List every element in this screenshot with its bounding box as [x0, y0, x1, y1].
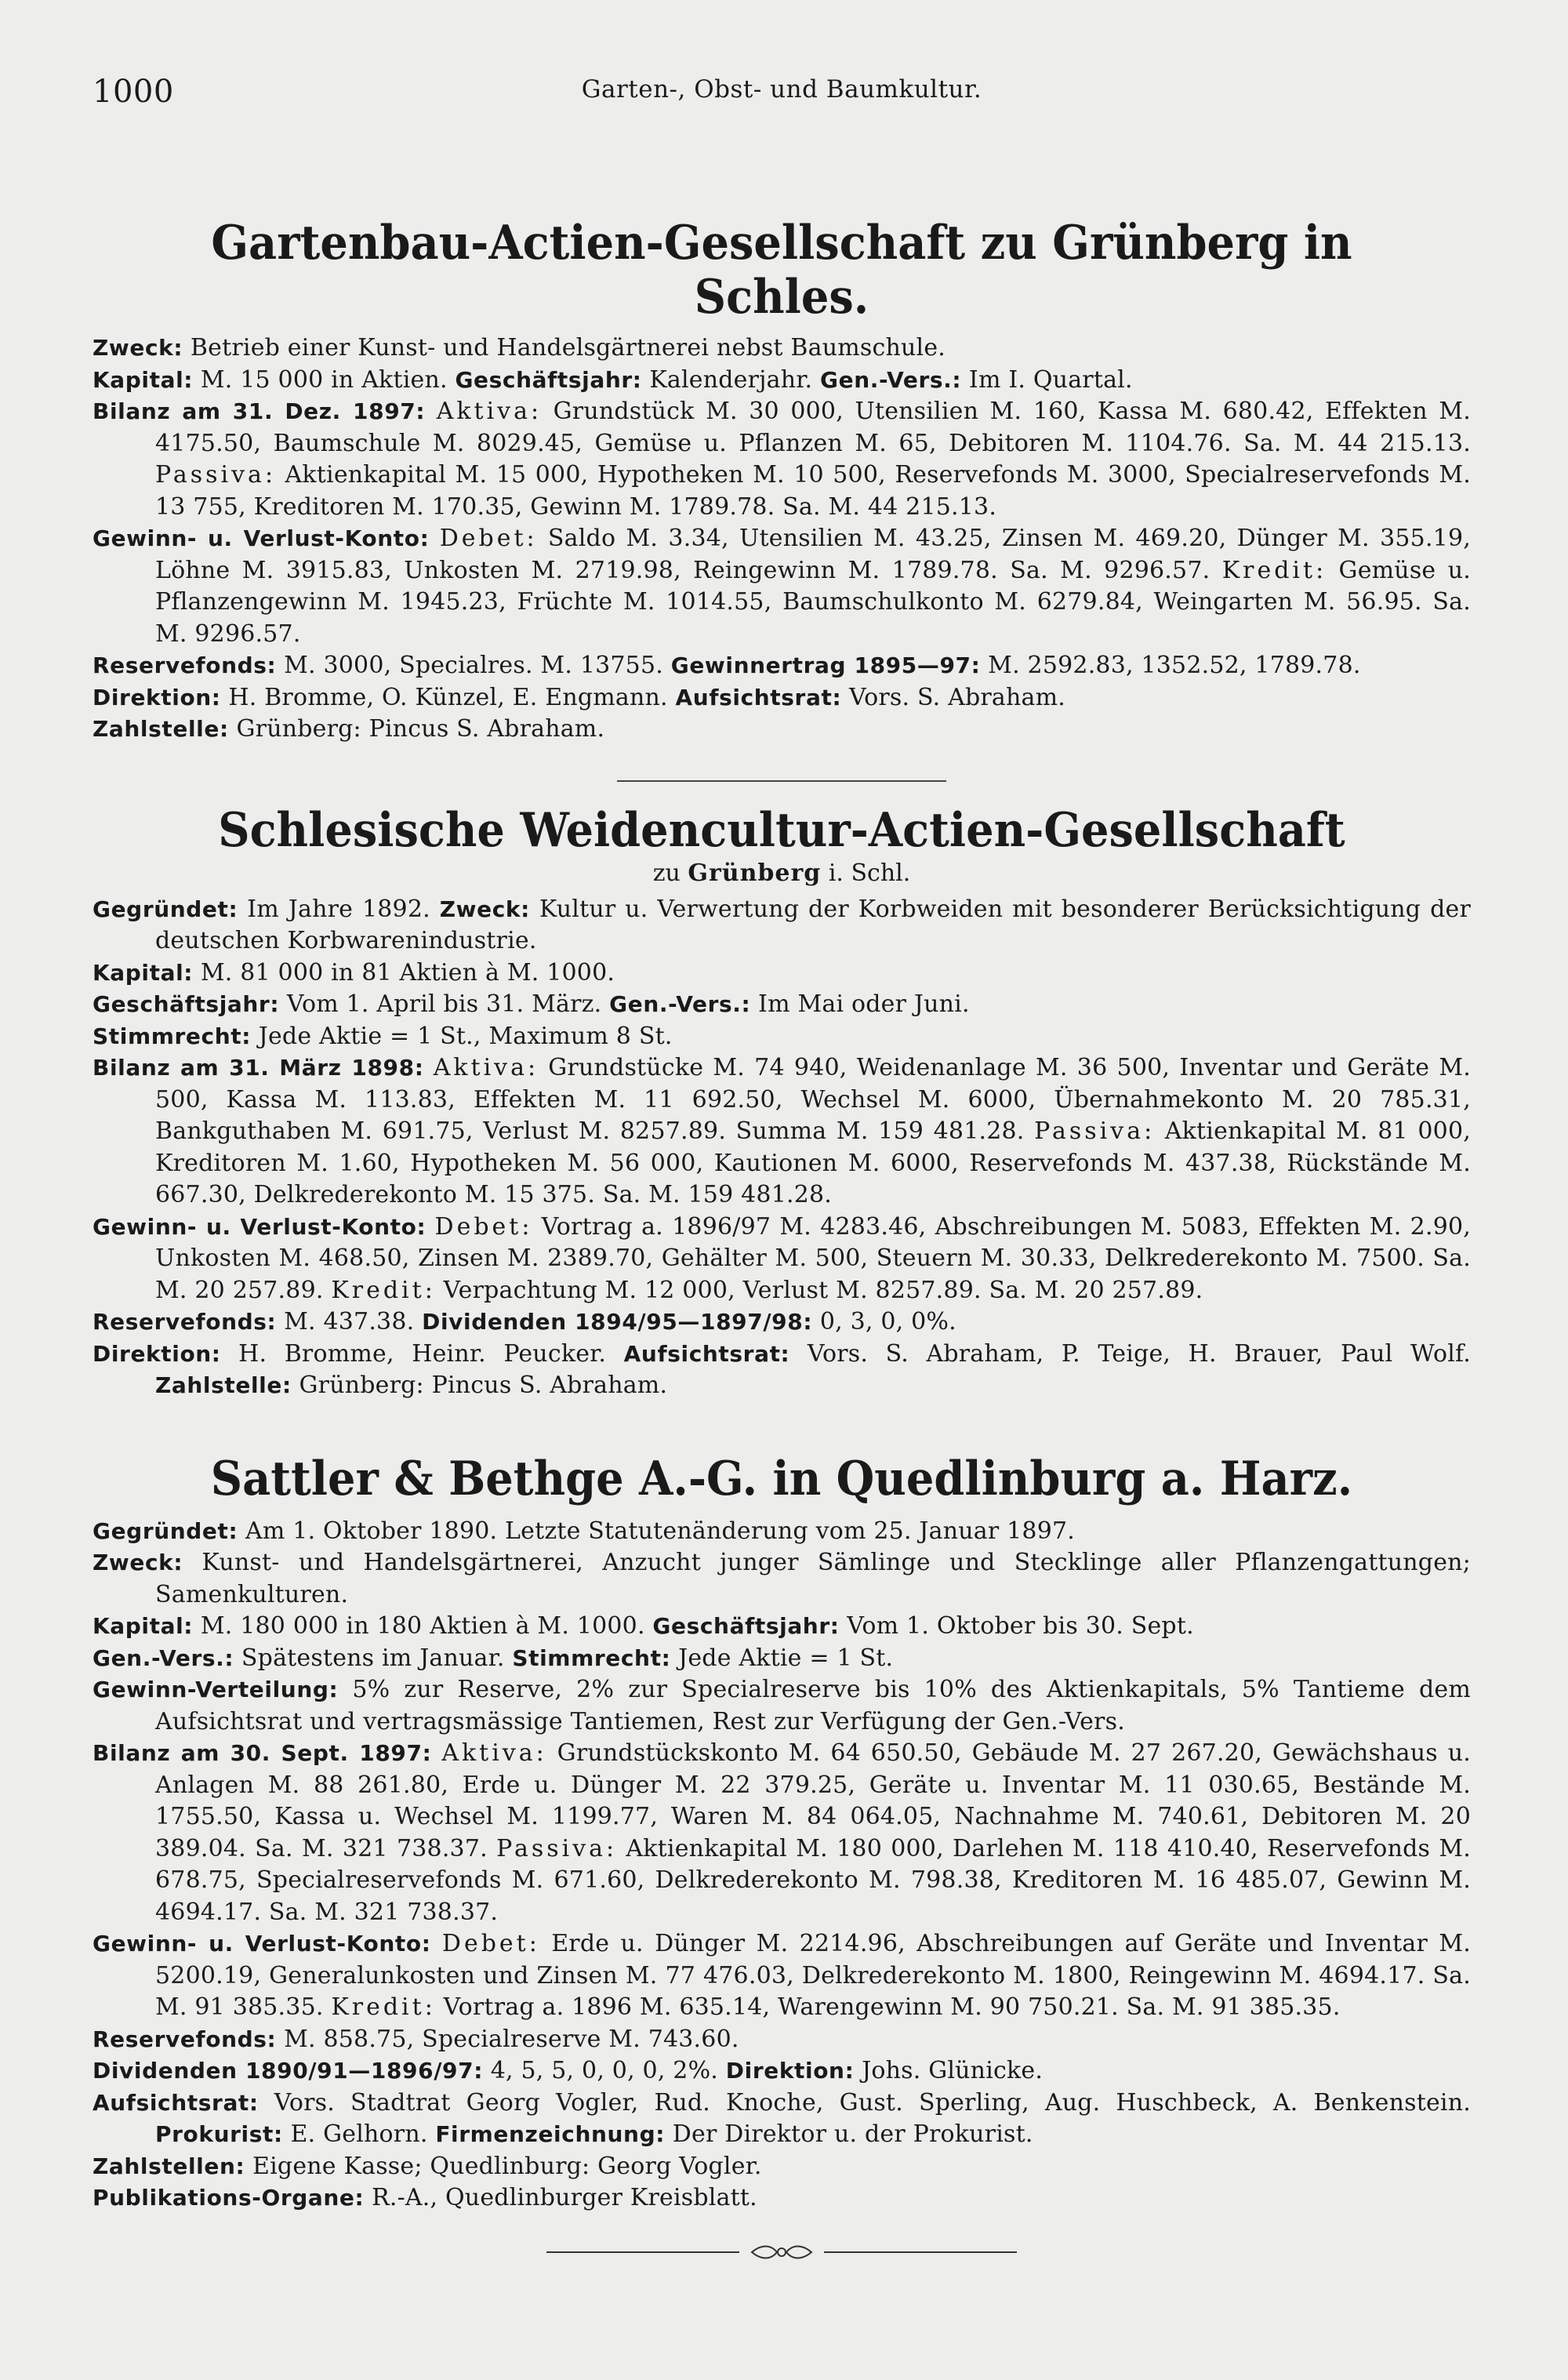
stimmrecht-line: Stimmrecht: Jede Aktie = 1 St., Maximum 8 St. [93, 1022, 673, 1050]
company-title: Schlesische Weidencultur-Actien-Gesellschaft [218, 802, 1345, 858]
gewinnverteilung-paragraph: Gewinn-Verteilung: 5% zur Reserve, 2% zur Specialreserve bis 10% des Aktienkapitals, 5% Tantieme dem Aufsichtsrat und vertragsmässige Tantiemen, Rest zur Verfügung der Gen.-Vers. [93, 1676, 1471, 1735]
company-entry-sattler-bethge [93, 1452, 1471, 2215]
zahlstellen-line: Zahlstellen: Eigene Kasse; Quedlinburg: Georg Vogler. [93, 2152, 762, 2180]
bilanz-paragraph: Bilanz am 30. Sept. 1897: Aktiva: Grundstückskonto M. 64 650.50, Gebäude M. 27 267.20, Gewächshaus u. Anlagen M. 88 261.80, Erde u. Dünger M. 22 379.25, Geräte u. Inventar M. 11 030.65, Bestände M. 1755.50, Kassa u. Wechsel M. 1199.77, Waren M. 84 064.05, Nachnahme M. 740.61, Debitoren M. 20 389.04. Sa. M. 321 738.37. Passiva: Aktienkapital M. 180 000, Darlehen M. 118 410.40, Reservefonds M. 678.75, Specialreservefonds M. 671.60, Delkrederekonto M. 798.38, Kreditoren M. 16 485.07, Gewinn M. 4694.17. Sa. M. 321 738.37. [93, 1739, 1471, 1926]
geschaeftsjahr-line: Geschäftsjahr: Vom 1. April bis 31. März. Gen.-Vers.: Im Mai oder Juni. [93, 990, 970, 1018]
guv-paragraph: Gewinn- u. Verlust-Konto: Debet: Erde u. Dünger M. 2214.96, Abschreibungen auf Geräte und Inventar M. 5200.19, Generalunkosten und Zinsen M. 77 476.03, Delkrederekonto M. 1800, Reingewinn M. 4694.17. Sa. M. 91 385.35. Kredit: Vortrag a. 1896 M. 635.14, Warengewinn M. 90 750.21. Sa. M. 91 385.35. [93, 1930, 1471, 2021]
ornament-line-right [824, 2251, 1017, 2253]
zahlstelle-line: Zahlstelle: Grünberg: Pincus S. Abraham. [93, 715, 605, 743]
bilanz-paragraph: Bilanz am 31. März 1898: Aktiva: Grundstücke M. 74 940, Weidenanlage M. 36 500, Inventar und Geräte M. 500, Kassa M. 113.83, Effekten M. 11 692.50, Wechsel M. 6000, Übernahmekonto M. 20 785.31, Bankguthaben M. 691.75, Verlust M. 8257.89. Summa M. 159 481.28. Passiva: Aktienkapital M. 81 000, Kreditoren M. 1.60, Hypotheken M. 56 000, Kautionen M. 6000, Reservefonds M. 437.38, Rückstände M. 667.30, Delkrederekonto M. 15 375. Sa. M. 159 481.28. [93, 1054, 1471, 1208]
aufsichtsrat-paragraph: Aufsichtsrat: Vors. Stadtrat Georg Vogler, Rud. Knoche, Gust. Sperling, Aug. Huschbeck, A. Benkenstein. Prokurist: E. Gelhorn. Firmenzeichnung: Der Direktor u. der Prokurist. [93, 2088, 1471, 2148]
direktion-paragraph: Direktion: H. Bromme, Heinr. Peucker. Aufsichtsrat: Vors. S. Abraham, P. Teige, H. Brauer, Paul Wolf. Zahlstelle: Grünberg: Pincus S. Abraham. [93, 1339, 1471, 1399]
company-location: zu Grünberg i. Schl. [652, 859, 911, 887]
page-number: 1000 [93, 74, 174, 110]
running-title: Garten-, Obst- und Baumkultur. [581, 75, 982, 104]
end-ornament [546, 2243, 1017, 2262]
kapital-line: Kapital: M. 15 000 in Aktien. Geschäftsjahr: Kalenderjahr. Gen.-Vers.: Im I. Quartal. [93, 365, 1133, 394]
bilanz-paragraph: Bilanz am 31. Dez. 1897: Aktiva: Grundstück M. 30 000, Utensilien M. 160, Kassa M. 680.42, Effekten M. 4175.50, Baumschule M. 8029.45, Gemüse u. Pflanzen M. 65, Debitoren M. 1104.76. Sa. M. 44 215.13. Passiva: Aktienkapital M. 15 000, Hypotheken M. 10 500, Reservefonds M. 3000, Specialreservefonds M. 13 755, Kreditoren M. 170.35, Gewinn M. 1789.78. Sa. M. 44 215.13. [93, 398, 1471, 521]
gegruendet-line: Gegründet: Am 1. Oktober 1890. Letzte Statutenänderung vom 25. Januar 1897. [93, 1517, 1076, 1545]
company-entry-weidencultur [93, 804, 1471, 1402]
reserve-line: Reservefonds: M. 437.38. Dividenden 1894/95—1897/98: 0, 3, 0, 0%. [93, 1308, 956, 1335]
genvers-line: Gen.-Vers.: Spätestens im Januar. Stimmrecht: Jede Aktie = 1 St. [93, 1644, 894, 1672]
direktion-line: Direktion: H. Bromme, O. Künzel, E. Engmann. Aufsichtsrat: Vors. S. Abraham. [93, 683, 1066, 711]
ornament-line-left [546, 2251, 739, 2253]
zweck-line: Zweck: Betrieb einer Kunst- und Handelsgärtnerei nebst Baumschule. [93, 334, 946, 362]
kapital-line: Kapital: M. 81 000 in 81 Aktien à M. 1000. [93, 958, 615, 987]
guv-paragraph: Gewinn- u. Verlust-Konto: Debet: Vortrag a. 1896/97 M. 4283.46, Abschreibungen M. 5083, Effekten M. 2.90, Unkosten M. 468.50, Zinsen M. 2389.70, Gehälter M. 500, Steuern M. 30.33, Delkrederekonto M. 7500. Sa. M. 20 257.89. Kredit: Verpachtung M. 12 000, Verlust M. 8257.89. Sa. M. 20 257.89. [93, 1212, 1472, 1304]
company-title: Sattler & Bethge A.-G. in Quedlinburg a. Harz. [210, 1451, 1353, 1506]
section-divider [617, 780, 946, 782]
gegruendet-paragraph: Gegründet: Im Jahre 1892. Zweck: Kultur u. Verwertung der Korbweiden mit besonderer Berücksichtigung der deutschen Korbwarenindustrie. [93, 895, 1471, 954]
guv-paragraph: Gewinn- u. Verlust-Konto: Debet: Saldo M. 3.34, Utensilien M. 43.25, Zinsen M. 469.20, Dünger M. 355.19, Löhne M. 3915.83, Unkosten M. 2719.98, Reingewinn M. 1789.78. Sa. M. 9296.57. Kredit: Gemüse u. Pflanzengewinn M. 1945.23, Früchte M. 1014.55, Baumschulkonto M. 6279.84, Weingarten M. 56.95. Sa. M. 9296.57. [93, 525, 1471, 648]
zweck-paragraph: Zweck: Kunst- und Handelsgärtnerei, Anzucht junger Sämlinge und Stecklinge aller Pflanzengattungen; Samenkulturen. [93, 1549, 1471, 1608]
running-header [93, 69, 1471, 116]
kapital-line: Kapital: M. 180 000 in 180 Aktien à M. 1000. Geschäftsjahr: Vom 1. Oktober bis 30. Sept. [93, 1612, 1194, 1640]
dividenden-line: Dividenden 1890/91—1896/97: 4, 5, 5, 0, 0, 0, 2%. Direktion: Johs. Glünicke. [93, 2057, 1044, 2084]
company-title: Gartenbau-Actien-Gesellschaft zu Grünberg in Schles. [211, 216, 1352, 325]
publikations-line: Publikations-Organe: R.-A., Quedlinburger Kreisblatt. [93, 2184, 757, 2211]
reserve-line: Reservefonds: M. 3000, Specialres. M. 13755. Gewinnertrag 1895—97: M. 2592.83, 1352.52, 1789.78. [93, 652, 1361, 679]
ornament-flourish-icon [750, 2243, 813, 2262]
reserve-line: Reservefonds: M. 858.75, Specialreserve M. 743.60. [93, 2025, 739, 2053]
company-entry-gartenbau [93, 216, 1471, 746]
